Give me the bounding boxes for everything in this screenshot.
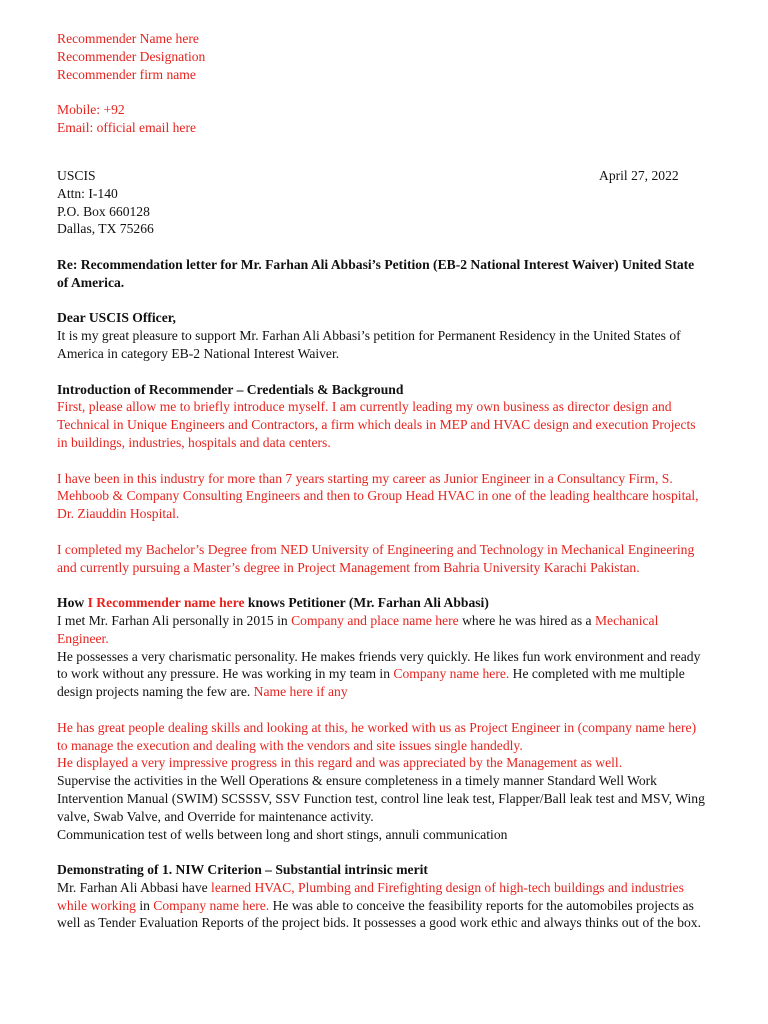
letter-date: April 27, 2022 <box>599 168 679 183</box>
salutation: Dear USCIS Officer, <box>57 310 176 326</box>
niw-heading: Demonstrating of 1. NIW Criterion – Substantial intrinsic merit <box>57 862 428 878</box>
progress-paragraph: He displayed a very impressive progress in this regard and was appreciated by the Management as well. <box>57 755 623 771</box>
met-text-mid: where he was hired as a <box>458 612 595 628</box>
recommender-designation: Recommender Designation <box>57 48 206 64</box>
niw-placeholder-skills: learned HVAC, Plumbing and Firefighting design of high-tech buildings and industries while working <box>57 879 684 913</box>
met-placeholder-company: Company and place name here <box>291 612 459 628</box>
recommender-contact-block <box>57 30 205 137</box>
niw-text-mid: in <box>135 897 154 913</box>
personality-placeholder-company: Company name here. <box>393 666 510 682</box>
address-line: Attn: I-140 <box>57 185 118 201</box>
intro-paragraph-1: First, please allow me to briefly introduce myself. I am currently leading my own business as director design and Technical in Unique Engineers and Contractors, a firm which deals in MEP and HVAC design and execution Projects in buildings, industries, hospitals and data centers. <box>57 399 696 450</box>
opening-paragraph: It is my great pleasure to support Mr. Farhan Ali Abbasi’s petition for Permanent Residency in the United States of America in category EB-2 National Interest Waiver. <box>57 328 681 361</box>
recommender-firm: Recommender firm name <box>57 66 196 82</box>
niw-text: Mr. Farhan Ali Abbasi have <box>57 879 212 895</box>
recipient-address <box>57 167 154 238</box>
met-placeholder-role: Mechanical Engineer. <box>57 612 659 646</box>
met-paragraph <box>57 612 707 648</box>
how-heading-post: knows Petitioner (Mr. Farhan Ali Abbasi) <box>244 595 489 611</box>
personality-paragraph <box>57 648 707 701</box>
intro-paragraph-3: I completed my Bachelor’s Degree from NED University of Engineering and Technology in Mechanical Engineering and currently pursuing a Master’s degree in Project Management from Bahria University Karachi Pakistan. <box>57 541 695 575</box>
intro-heading: Introduction of Recommender – Credentials & Background <box>57 381 404 397</box>
how-heading-pre: How <box>57 595 88 611</box>
communication-paragraph: Communication test of wells between long and short stings, annuli communication <box>57 826 508 842</box>
met-text: I met Mr. Farhan Ali personally in 2015 in <box>57 612 292 628</box>
supervise-paragraph: Supervise the activities in the Well Operations & ensure completeness in a timely manner Standard Well Work Intervention Manual (SWIM) SCSSSV, SSV Function test, control line leak test, Flapper/Ball leak test and MSV, Wing valve, Swab Valve, and Override for maintenance activity. <box>57 773 705 824</box>
niw-paragraph <box>57 879 707 932</box>
personality-placeholder-names: Name here if any <box>253 684 348 700</box>
address-line: USCIS <box>57 168 96 183</box>
personality-text-mid: He completed with me multiple design projects naming the few are. <box>57 666 685 700</box>
how-heading-placeholder: I Recommender name here <box>87 595 245 611</box>
intro-paragraph-2: I have been in this industry for more than 7 years starting my career as Junior Engineer in a Consultancy Firm, S. Mehboob & Company Consulting Engineers and then to Group Head HVAC in one of the leading healthcare hospital, Dr. Ziauddin Hospital. <box>57 470 699 522</box>
recommender-email: Email: official email here <box>57 119 197 135</box>
people-skills-paragraph: He has great people dealing skills and looking at this, he worked with us as Project Engineer in (company name here) to manage the execution and dealing with the vendors and site issues single handedly. <box>57 719 697 753</box>
recommender-mobile: Mobile: +92 <box>57 102 125 118</box>
address-line: P.O. Box 660128 <box>57 203 150 219</box>
recommender-name: Recommender Name here <box>57 31 199 46</box>
letter-body <box>57 256 707 932</box>
how-heading <box>57 594 707 612</box>
re-line: Re: Recommendation letter for Mr. Farhan Ali Abbasi’s Petition (EB-2 National Interest Waiver) United State of America. <box>57 257 695 290</box>
address-line: Dallas, TX 75266 <box>57 221 154 237</box>
niw-placeholder-company: Company name here. <box>153 897 270 913</box>
personality-text: He possesses a very charismatic personality. He makes friends very quickly. He likes fun work environment and ready to work without any pressure. He was working in my team in <box>57 648 701 682</box>
niw-text-post: He was able to conceive the feasibility reports for the automobiles projects as well as Tender Evaluation Reports of the project bids. It possesses a good work ethic and always thinks out of the box. <box>57 897 701 931</box>
